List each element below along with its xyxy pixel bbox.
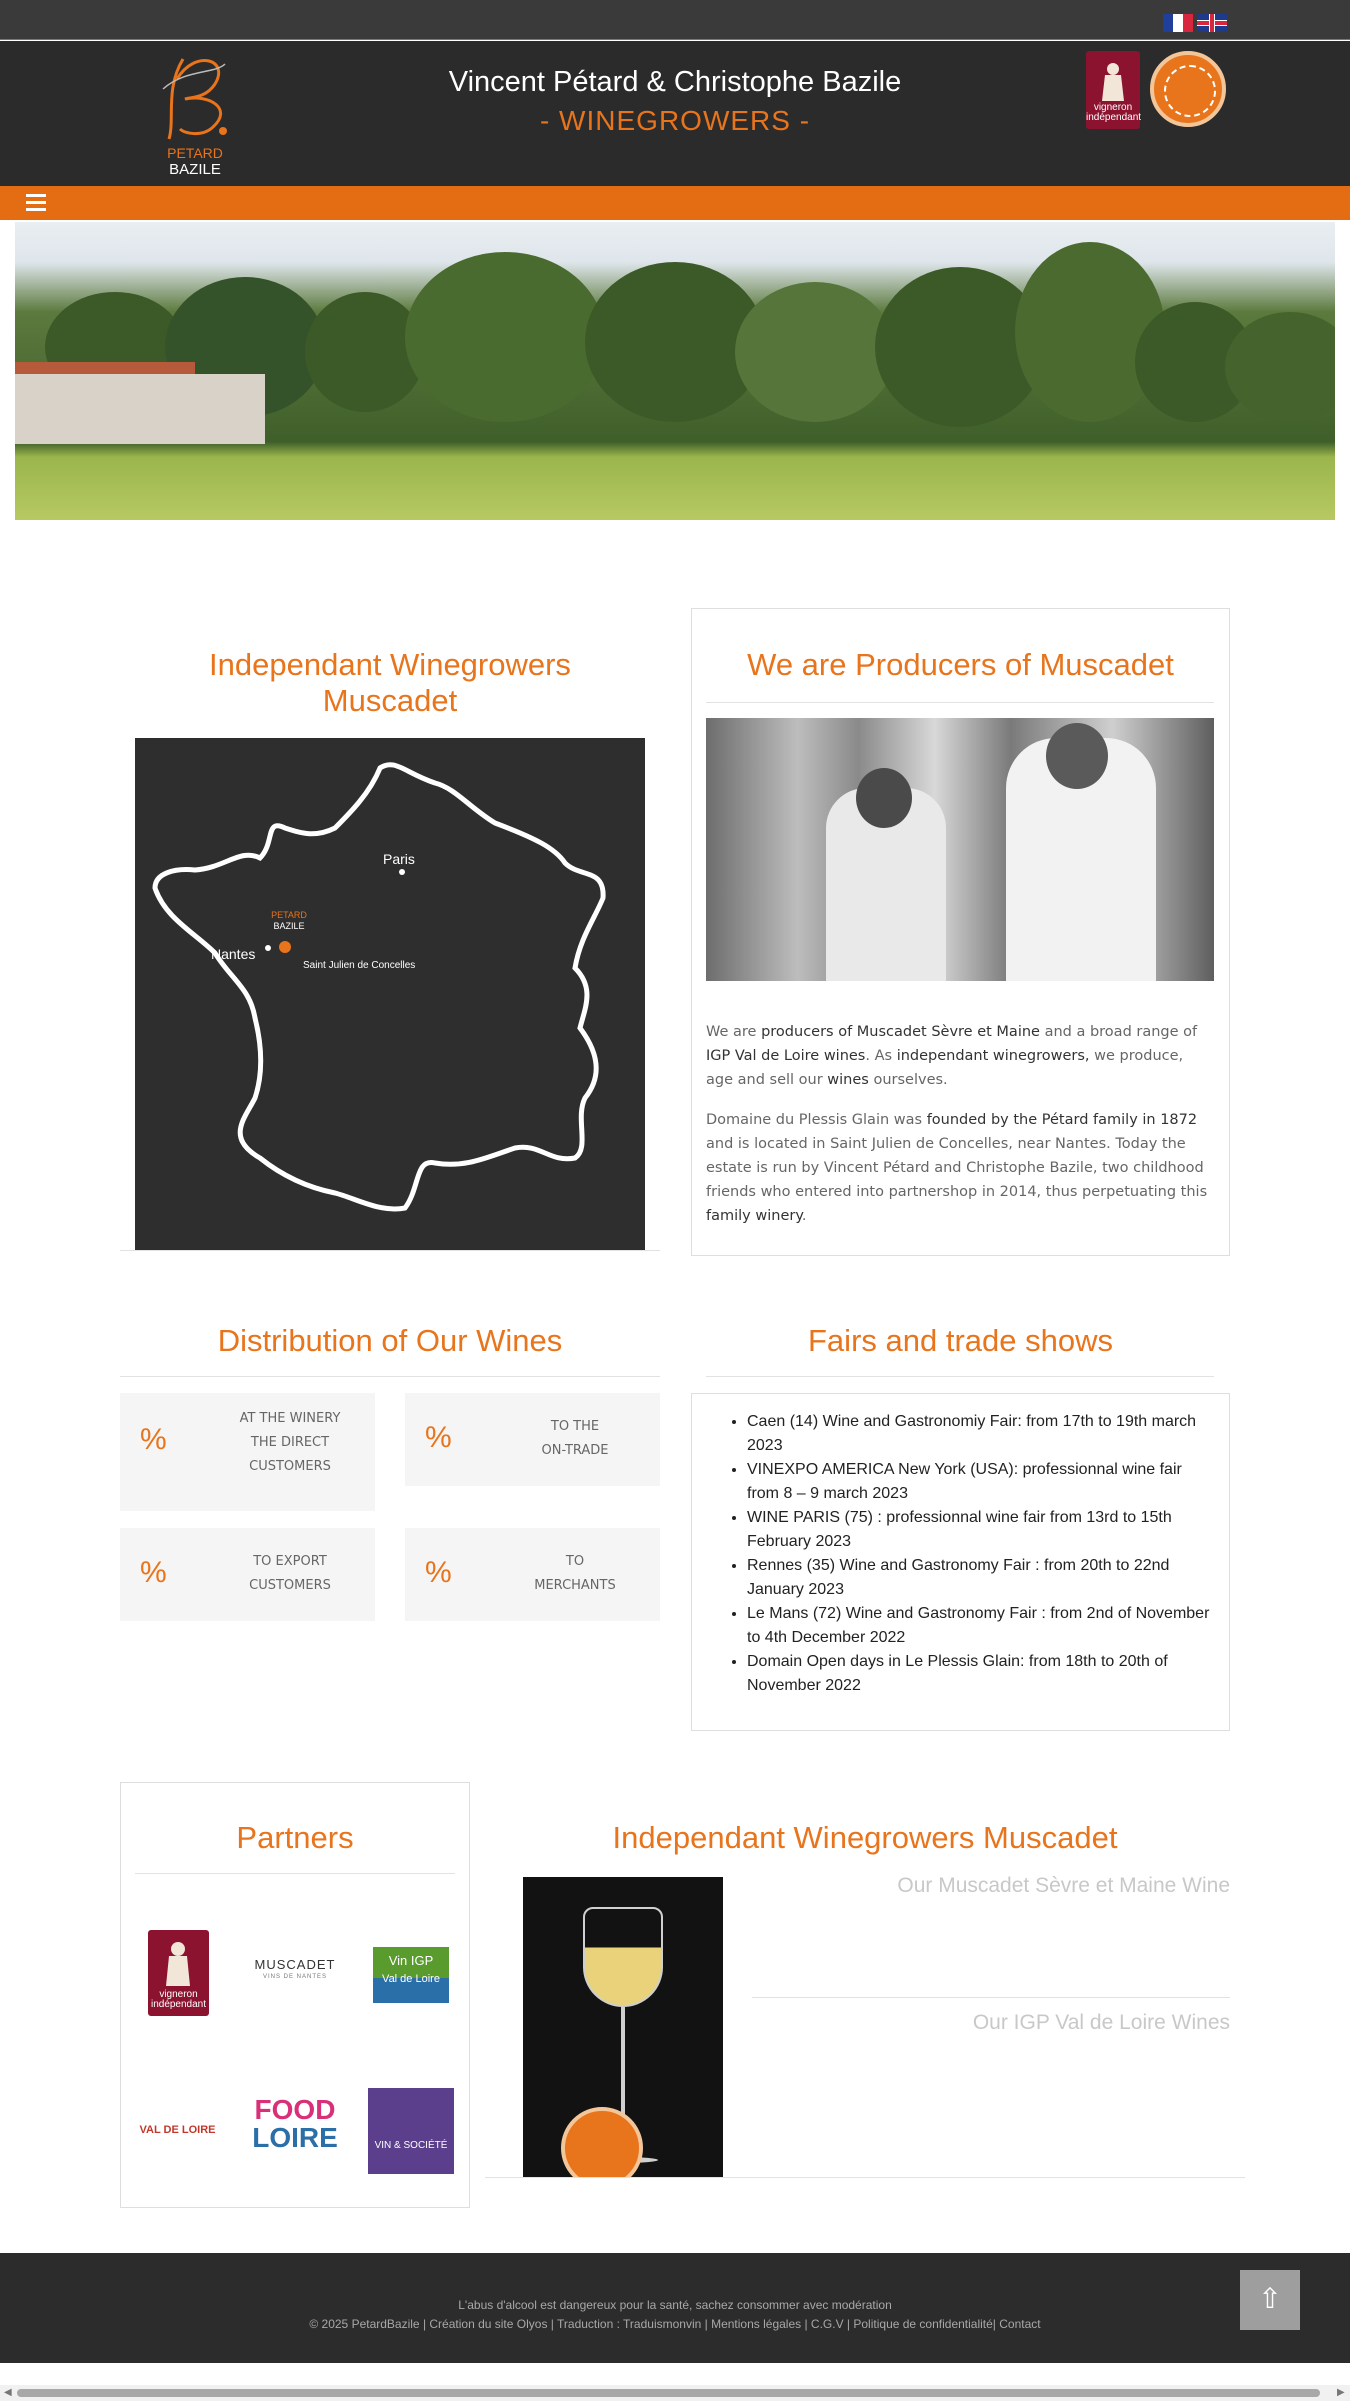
p2-bold-family-winery: family winery [706,1208,802,1224]
distribution-percent: % [140,1423,167,1456]
map-label-paris: Paris [383,851,415,867]
scroll-left-arrow-icon[interactable]: ◀ [4,2387,12,2398]
producers-title-divider [706,702,1214,703]
p2-text-a: Domaine du Plessis Glain was [706,1112,927,1128]
p1-text-a: We are [706,1024,762,1040]
p1-bold-producers: producers of Muscadet Sèvre et Maine [761,1024,1040,1040]
distribution-box-merchants [405,1528,660,1621]
p1-text-i: ourselves. [868,1072,948,1088]
p1-bold-igp: IGP Val de Loire wines [706,1048,866,1064]
distribution-label-line: TO THE [550,1419,600,1434]
p2-text-c: and is located in Saint Julien de Concelles, near Nantes. Today the estate is run by Vincent Pétard and Christophe Bazile, two childhood friends who entered into partnershop in 2014, thus perpetuating this [706,1136,1208,1200]
partner-muscadet-logo[interactable] [250,1957,340,1980]
partner-vigneron-independant-logo[interactable] [148,1930,209,2016]
french-flag-icon[interactable] [1163,14,1193,32]
wines-title: Independant Winegrowers Muscadet [612,1820,1118,1855]
site-footer [0,2253,1350,2363]
english-flag-icon[interactable] [1197,14,1227,32]
map-logo-petard: PETARD [271,910,307,920]
certification-medal-icon[interactable] [1150,51,1226,127]
fair-item: • VINEXPO AMERICA New York (USA): professionnal wine fair from 8 – 9 march 2023 [747,1458,1217,1506]
producers-title: We are Producers of Muscadet [747,647,1174,682]
map-label-nantes: Nantes [211,946,256,962]
map-label-saint-julien: Saint Julien de Concelles [303,960,416,971]
wines-divider [752,1997,1230,1998]
logo-text-petard: PETARD [167,145,223,161]
badge-text-vigneron: vigneron [1093,102,1133,113]
distribution-label-line: ON-TRADE [541,1443,609,1458]
distribution-box-on-trade [405,1393,660,1486]
p1-text-e: . As [865,1048,897,1064]
partners-divider [135,1873,455,1874]
menu-bar [0,186,1350,220]
badge-text-independant: indépendant [1086,112,1142,123]
distribution-label-line: TO EXPORT [253,1554,327,1569]
map-title-line1: Independant Winegrowers [209,647,571,682]
distribution-percent: % [425,1556,452,1589]
hero-vineyard-image [15,222,1335,520]
fair-item: • Domain Open days in Le Plessis Glain: from 18th to 20th of November 2022 [747,1650,1217,1698]
producers-paragraph-1 [706,1020,1214,1092]
top-bar [0,0,1350,40]
site-header [0,41,1350,186]
map-title-line2: Muscadet [322,683,458,718]
p1-text-g: we produce, age and sell our [706,1048,1184,1088]
map-logo-bazile: BAZILE [273,921,305,931]
p1-bold-wines: wines [827,1072,869,1088]
distribution-box-export [120,1528,375,1621]
partner-food-text1: FOOD [254,2094,336,2125]
distribution-divider [120,1376,660,1377]
footer-links[interactable]: © 2025 PetardBazile | Création du site Olyos | Traduction : Traduismonvin | Mentions légales | C.G.V | Politique de confidentialité| Contact [309,2317,1041,2331]
partners-title: Partners [236,1820,354,1855]
map-section-title [120,647,660,719]
distribution-box-winery [120,1393,375,1511]
distribution-label-line: THE DIRECT [250,1435,330,1450]
fair-item: • WINE PARIS (75) : professionnal wine fair from 13rd to 15th February 2023 [747,1506,1217,1554]
fair-item: • Rennes (35) Wine and Gastronomy Fair : from 20th to 22nd January 2023 [747,1554,1217,1602]
distribution-percent: % [140,1556,167,1589]
partner-vi-text2: indépendant [150,1999,207,2010]
p1-bold-independant: independant winegrowers, [896,1048,1090,1064]
vigneron-independant-badge[interactable] [1086,51,1140,129]
partner-igp-text1: Vin IGP [388,1953,434,1968]
fairs-list [747,1410,1217,1698]
partner-muscadet-subtext: VINS DE NANTES [262,1974,327,1980]
p2-text-e: . [801,1208,807,1224]
partner-vin-igp-logo[interactable] [373,1947,449,2003]
wines-bottom-divider [485,2177,1245,2178]
p2-bold-founded: founded by the Pétard family in 1872 [926,1112,1198,1128]
distribution-title: Distribution of Our Wines [217,1323,563,1358]
brand-names: Vincent Pétard & Christophe Bazile [448,66,902,98]
distribution-label-line: MERCHANTS [534,1578,616,1593]
logo-text-bazile: BAZILE [169,161,221,178]
map-section-divider [120,1250,660,1251]
france-map [135,738,645,1251]
partner-igp-text2: Val de Loire [382,1973,440,1985]
distribution-percent: % [425,1421,452,1454]
fairs-title: Fairs and trade shows [808,1323,1113,1358]
scroll-right-arrow-icon[interactable]: ▶ [1337,2387,1345,2398]
brand-subtitle: - WINEGROWERS - [539,105,811,136]
scrollbar-thumb[interactable] [17,2389,1320,2397]
partner-vin-societe-logo[interactable]: VIN & SOCIÉTÉ [368,2088,454,2174]
muscadet-wine-link[interactable]: Our Muscadet Sèvre et Maine Wine [897,1874,1230,1897]
distribution-label-line: CUSTOMERS [249,1578,331,1593]
fair-item: • Caen (14) Wine and Gastronomiy Fair: from 17th to 19th march 2023 [747,1410,1217,1458]
igp-wines-link[interactable]: Our IGP Val de Loire Wines [972,2011,1230,2034]
wine-glass-image [523,1877,723,2177]
partner-muscadet-text: MUSCADET [254,1957,336,1972]
partner-food-loire-logo[interactable] [252,2096,338,2158]
fair-item: • Le Mans (72) Wine and Gastronomy Fair : from 2nd of November to 4th December 2022 [747,1602,1217,1650]
fairs-divider [706,1376,1214,1377]
distribution-label-line: TO [565,1554,585,1569]
partner-food-text2: LOIRE [252,2122,338,2153]
partner-vi-text1: vigneron [159,1989,198,2000]
footer-alcohol-warning: L'abus d'alcool est dangereux pour la santé, sachez consommer avec modération [458,2298,892,2312]
p1-text-c: and a broad range of [1039,1024,1198,1040]
winegrowers-photo [706,718,1214,981]
partner-val-de-loire-logo[interactable]: VAL DE LOIRE [139,2124,216,2136]
distribution-label-line: AT THE WINERY [239,1411,341,1426]
distribution-label-line: CUSTOMERS [249,1459,331,1474]
hamburger-menu-icon[interactable] [26,194,46,212]
back-to-top-button[interactable]: ⇧ [1240,2270,1300,2330]
horizontal-scrollbar[interactable] [0,2385,1350,2401]
producers-paragraph-2 [706,1108,1214,1228]
